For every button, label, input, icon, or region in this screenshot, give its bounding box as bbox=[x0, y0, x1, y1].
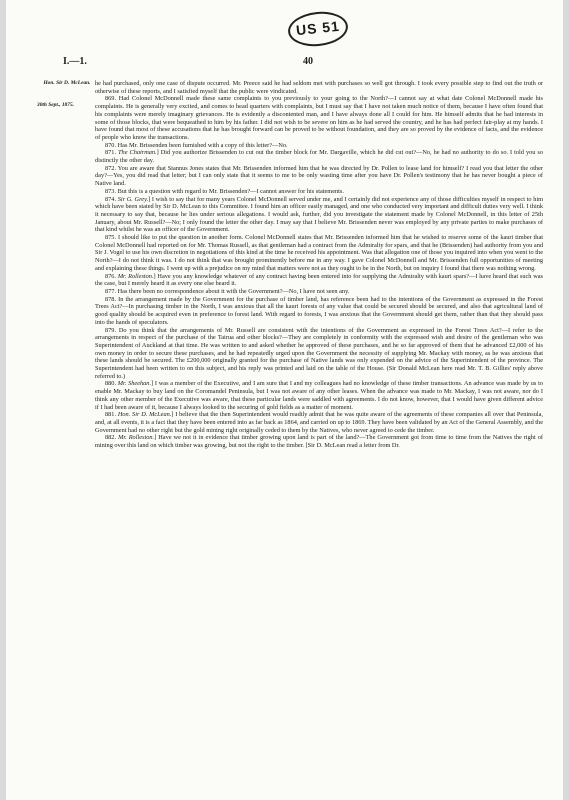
speaker-name: Sir G. Grey. bbox=[117, 195, 149, 203]
page-number: 40 bbox=[303, 56, 313, 67]
section-reference: I.—1. bbox=[63, 56, 87, 67]
speaker-name: Hon. Sir D. McLean. bbox=[117, 411, 172, 419]
paragraph-text: ] I believe that the then Superintendent would readily admit that he was quite aware of the agreements of these companies all over that Peninsula, and, at all events, it is a fact that they have been entered into as far back as 1864, and carried on up to 1869. They have been validated by an Act of the General Assembly, and the Government had no other right but the gold mining right originally ceded to them by the Natives, who never agreed to cede the timber. bbox=[95, 411, 543, 434]
margin-date: 30th Sept., 1875. bbox=[37, 102, 74, 108]
speaker-name: The Chairman. bbox=[118, 149, 157, 157]
speaker-name: Mr. Sheehan. bbox=[117, 380, 152, 388]
question-number: 878. bbox=[105, 295, 117, 303]
paragraph bbox=[95, 380, 543, 411]
paragraph bbox=[95, 273, 543, 288]
paragraph bbox=[95, 234, 543, 273]
archive-stamp bbox=[286, 9, 349, 49]
paragraph bbox=[95, 196, 543, 235]
question-number: 869. bbox=[105, 95, 117, 103]
question-number: 872. bbox=[105, 164, 117, 172]
paragraph bbox=[95, 434, 543, 449]
question-number: 876. bbox=[105, 272, 117, 280]
paragraph-text: Do you think that the arrangements of Mr. Russell are consistent with the intentions of the Government as expressed in the Forest Trees Act?—I refer to the arrangements in respect of the purchase of the Tairua and other blocks?—They are completely in conformity with the expressed wish and desire of the gentleman who was Superintendent of Auckland at that time. He was written to and asked whether he approved of these purchases, and he so far approved of them that he advanced £2,000 of his own money in order to secure these purchases, and he had repeatedly urged upon the Government the necessity of supplying Mr. Mackay with money, as he was anxious that these lands should be secured. The £200,000 originally granted for the purchase of Native lands was only expended on the advice of the Superintendent of the province. The Superintendent had been written to on this subject, and his reply was printed and laid on the table of the House. (Sir Donald McLean here read Mr. T. B. Gillies' reply above referred to.) bbox=[95, 326, 544, 380]
question-number: 870. bbox=[105, 141, 117, 149]
paragraph bbox=[95, 327, 543, 381]
paragraph-text: he had purchased, only one case of dispute occurred. Mr. Preece said he had seldom met with purchases so well got through. I took every possible step to find out the truth or otherwise of these reports, and I satisfied myself that the public were vindicated. bbox=[95, 80, 543, 95]
paragraph bbox=[95, 149, 543, 164]
paragraph bbox=[95, 165, 543, 188]
question-number: 882. bbox=[105, 434, 117, 442]
paragraph-text: I should like to put the question in another form. Colonel McDonnell states that Mr. Brissenden informed him that he wished to reserve some of the kauri timber that Colonel McDonnell had reported on for Mr. Thomas Russell, as that gentleman had a contract from the Admiralty for spars, and that he (Brissenden) had authority from you and Sir J. Vogel to use his own discretion in negotiations of this kind at the time he received his appointment. Was that allegation one of those you inquired into when you went to the North?—I do not think it was. I do not think that was brought prominently before me in any way. I gave Colonel McDonnell and Mr. Brissenden full opportunities of meeting and explaining these things. I went up with a prejudice on my mind that matters were not as they ought to be in the North, but on inquiry I found that there was nothing wrong. bbox=[95, 234, 543, 272]
margin-speaker: Hon. Sir D. McLean. bbox=[43, 80, 91, 86]
question-number: 881. bbox=[105, 411, 117, 419]
paragraph bbox=[95, 80, 543, 95]
question-number: 877. bbox=[105, 287, 117, 295]
paragraph bbox=[95, 95, 543, 141]
question-number: 880. bbox=[105, 380, 117, 388]
paragraph-text: Has Mr. Brissenden been furnished with a copy of this letter?—No. bbox=[117, 141, 288, 149]
paragraph-text: ] Did you authorize Brissenden to cut out the timber block for Mr. Dargaville, which he did cut out?—No, he had no authority to do so. I told you so distinctly the other day. bbox=[95, 149, 544, 165]
speaker-name: Mr. Rolleston. bbox=[117, 272, 154, 280]
paragraph-text: Had Colonel McDonnell made these same complaints to you previously to your going to the North?—I cannot say at what date Colonel McDonnell made his complaints. He is generally very excited, and comes to head quarters with complaints, but I must say that I have not taken much notice of them, because I have often found that his complaints were merely imaginary grievances. He is evidently a discontented man, and I have always done all I could for him. He himself admits that he had interests in some of those blocks, that were bequeathed to him by his father. I did not wish to be severe on him as he had served the country, and he has had perfect fair-play at my hands. I have found that most of these accusations that he has brought forward can be proved to be without foundation, and they are so proved by the evidence of facts, and the evidence of people who know the transactions. bbox=[95, 95, 543, 141]
question-number: 871. bbox=[105, 149, 117, 157]
paragraph-text: ] Have you any knowledge whatever of any contract having been entered into for supplying the Admiralty with kauri spars?—I have heard that such was the case, but I merely heard it as every one else heard it. bbox=[95, 272, 543, 288]
speaker-name: Mr. Rolleston. bbox=[118, 434, 155, 442]
document-page bbox=[6, 0, 563, 800]
paragraph-text: Has there been no correspondence about it with the Government?—No, I have not seen any. bbox=[117, 287, 350, 295]
question-number: 875. bbox=[105, 234, 117, 242]
paragraph-text: ] I was a member of the Executive, and I am sure that I and my colleagues had no knowledge of these timber transactions. An advance was made by us to enable Mr. Mackay to buy land on the Coromandel Peninsula, but I was not aware of any other leases. When the advance was made to Mr. Mackay, I was not aware, nor do I think any other member of the Executive was aware, that these particular lands were saddled with agreements. I do not know, however, that I would have given different advice if I had been aware of it, because I always looked to the securing of gold fields as a matter of moment. bbox=[95, 380, 544, 411]
paragraph bbox=[95, 411, 543, 434]
paragraph-text: ] Have we not it in evidence that timber growing upon land is part of the land?—The Government got from time to time from the Natives the right of mining over this land on which timber was growing, but not the right to the timber. [Sir D. McLean read a letter from Dr. bbox=[95, 434, 543, 450]
question-number: 874. bbox=[105, 195, 117, 203]
stamp-label: US 51 bbox=[295, 17, 341, 39]
paragraph bbox=[95, 188, 543, 196]
paragraph-text: ] I wish to say that for many years Colonel McDonnell served under me, and I certainly did not experience any of those difficulties myself in respect to him which have been stated by Sir D. McLean to this Committee. I found him an officer easily managed, and one who conducted very important and difficult duties very well. I think it necessary to say that, because he lies under serious allegations. I would ask, further, did you investigate the statement made by Colonel McDonnell, in this letter of 25th January, about Mr. Russell?—No; I only found the letter the other day. I may say that I believe Mr. Brissenden never was employed by any private parties to make purchases of that kind whilst he was an officer of the Government. bbox=[95, 195, 544, 234]
paragraph-text: In the arrangement made by the Government for the purchase of timber land, has reference been had to the intentions of the Government as expressed in the Forest Trees Act?—In purchasing timber in the North, I was anxious that all the kauri forests of any value that could be secured should be secured, and also that agricultural land of good quality should be acquired even in preference to forest land. With regard to forests, I was anxious that the Government should get them, rather than that they should pass into the hands of speculators. bbox=[95, 295, 543, 326]
paragraph bbox=[95, 296, 543, 327]
paragraph-text: But this is a question with regard to Mr. Brissenden?—I cannot answer for his statements. bbox=[117, 187, 344, 195]
paragraph bbox=[95, 142, 543, 150]
page-header bbox=[63, 56, 543, 70]
paragraph-text: You are aware that Stannus Jones states that Mr. Brissenden informed him that he was directed by Dr. Pollen to lease land for himself? I read you that letter the other day?—Yes, you did read that letter; but I can only state that it seems to me to be only wasting time after you have Dr. Pollen's testimony that he has never bought a piece of Native land. bbox=[95, 164, 544, 188]
question-number: 879. bbox=[105, 326, 117, 334]
paragraph bbox=[95, 288, 543, 296]
document-body bbox=[95, 80, 543, 450]
question-number: 873. bbox=[105, 187, 117, 195]
